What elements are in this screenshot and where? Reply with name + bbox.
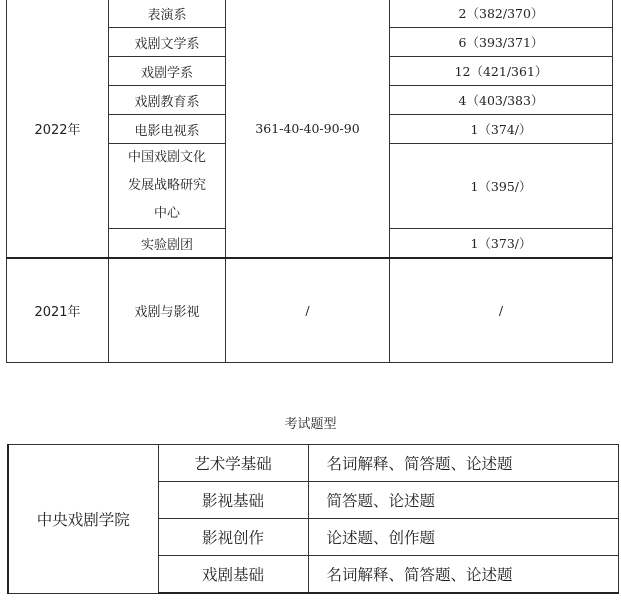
count-cell: 4（403/383） xyxy=(390,86,613,115)
section-caption: 考试题型 xyxy=(284,417,337,432)
dept-cell-multiline xyxy=(109,144,226,229)
question-types-cell: 论述题、创作题 xyxy=(308,519,618,556)
dept-cell: 戏剧与影视 xyxy=(109,258,226,362)
dept-line: 中国戏剧文化 xyxy=(127,150,206,165)
table-row xyxy=(8,445,618,482)
count-cell: / xyxy=(390,258,613,362)
year-cell-2021: 2021年 xyxy=(7,258,109,362)
table-row xyxy=(7,0,613,28)
dept-cell: 电影电视系 xyxy=(109,115,226,144)
count-cell: 12（421/361） xyxy=(390,57,613,86)
score-line-cell: / xyxy=(226,258,390,362)
exam-types-table xyxy=(7,444,619,594)
admission-table xyxy=(6,0,613,363)
dept-line: 中心 xyxy=(153,206,180,221)
subject-cell: 影视创作 xyxy=(158,519,308,556)
subject-cell: 艺术学基础 xyxy=(158,445,308,482)
dept-cell: 表演系 xyxy=(109,0,226,28)
question-types-cell: 名词解释、简答题、论述题 xyxy=(308,556,618,594)
subject-cell: 影视基础 xyxy=(158,482,308,519)
count-cell: 1（395/） xyxy=(390,144,613,229)
question-types-cell: 名词解释、简答题、论述题 xyxy=(308,445,618,482)
dept-cell: 实验剧团 xyxy=(109,229,226,259)
count-cell: 1（373/） xyxy=(390,229,613,259)
count-cell: 6（393/371） xyxy=(390,28,613,57)
question-types-cell: 简答题、论述题 xyxy=(308,482,618,519)
count-cell: 1（374/） xyxy=(390,115,613,144)
year-cell-2022: 2022年 xyxy=(7,0,109,258)
dept-cell: 戏剧学系 xyxy=(109,57,226,86)
dept-cell: 戏剧文学系 xyxy=(109,28,226,57)
dept-cell: 戏剧教育系 xyxy=(109,86,226,115)
subject-cell: 戏剧基础 xyxy=(158,556,308,594)
count-cell: 2（382/370） xyxy=(390,0,613,28)
school-cell: 中央戏剧学院 xyxy=(8,445,158,594)
table-row xyxy=(7,258,613,362)
dept-line: 发展战略研究 xyxy=(127,178,206,193)
score-line-cell: 361-40-40-90-90 xyxy=(226,0,390,258)
